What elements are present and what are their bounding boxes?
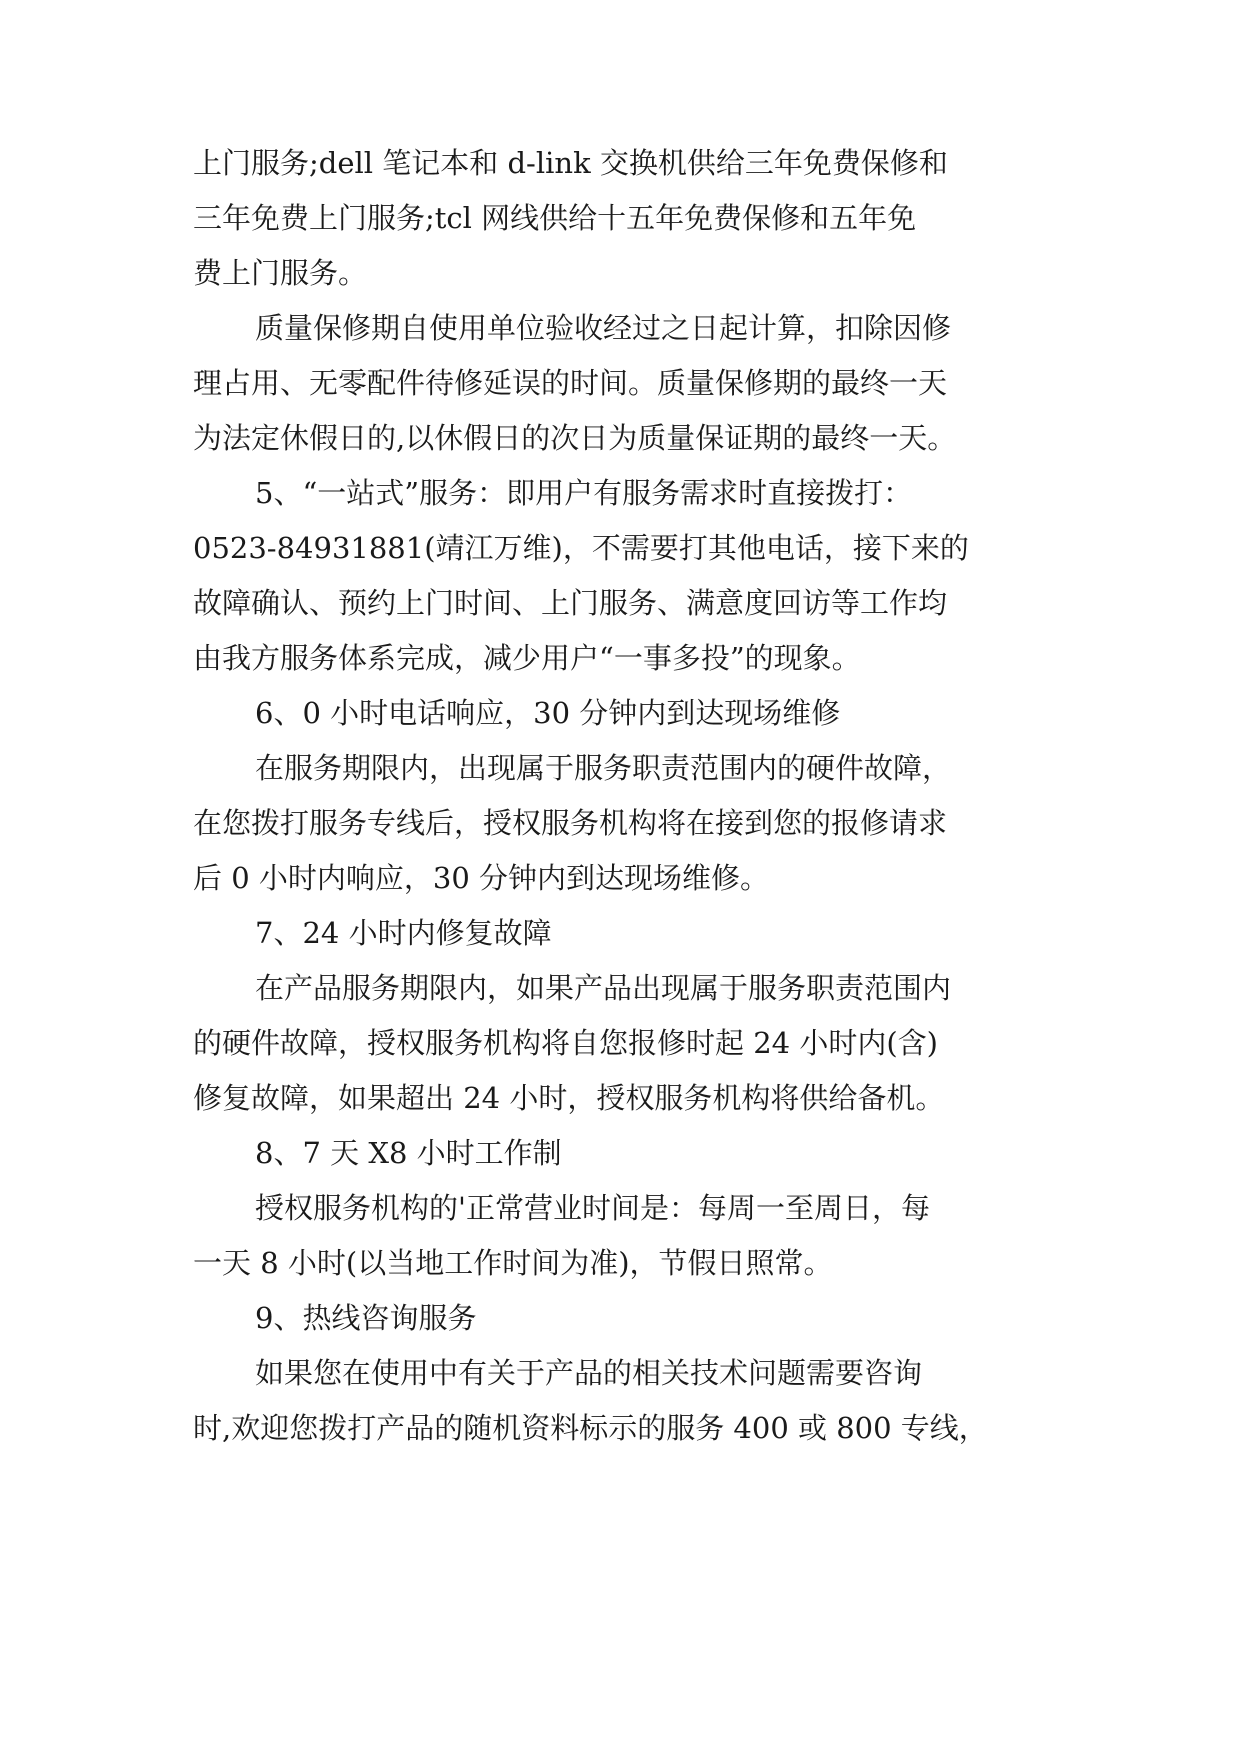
section-heading: 9、热线咨询服务 — [255, 1301, 477, 1335]
text-line: 费上门服务。 — [193, 256, 368, 290]
text-line: 修复故障，如果超出 24 小时，授权服务机构将供给备机。 — [193, 1081, 945, 1115]
text-line: 质量保修期自使用单位验收经过之日起计算，扣除因修 — [255, 311, 952, 345]
text-line: 理占用、无零配件待修延误的时间。质量保修期的最终一天 — [193, 366, 948, 400]
text-line: 一天 8 小时(以当地工作时间为准)，节假日照常。 — [193, 1246, 833, 1280]
text-line: 在产品服务期限内，如果产品出现属于服务职责范围内 — [255, 971, 952, 1005]
text-line: 在您拨打服务专线后，授权服务机构将在接到您的报修请求 — [193, 806, 948, 840]
text-line: 时,欢迎您拨打产品的随机资料标示的服务 400 或 800 专线， — [193, 1411, 988, 1445]
section-heading: 8、7 天 X8 小时工作制 — [255, 1136, 562, 1170]
text-line: 在服务期限内，出现属于服务职责范围内的硬件故障， — [255, 751, 952, 785]
text-line: 三年免费上门服务;tcl 网线供给十五年免费保修和五年免 — [193, 201, 917, 235]
section-heading: 6、0 小时电话响应，30 分钟内到达现场维修 — [255, 696, 841, 730]
text-line: 的硬件故障，授权服务机构将自您报修时起 24 小时内(含) — [193, 1026, 938, 1060]
text-line: 后 0 小时内响应，30 分钟内到达现场维修。 — [193, 861, 770, 895]
text-line: 为法定休假日的,以休假日的次日为质量保证期的最终一天。 — [193, 421, 957, 455]
text-line: 由我方服务体系完成，减少用户“一事多投”的现象。 — [193, 641, 861, 675]
section-heading: 5、“一站式”服务：即用户有服务需求时直接拨打： — [255, 476, 913, 510]
text-line: 上门服务;dell 笔记本和 d-link 交换机供给三年免费保修和 — [193, 146, 948, 180]
text-line: 故障确认、预约上门时间、上门服务、满意度回访等工作均 — [193, 586, 948, 620]
section-heading: 7、24 小时内修复故障 — [255, 916, 552, 950]
text-line: 如果您在使用中有关于产品的相关技术问题需要咨询 — [255, 1356, 923, 1390]
text-line: 0523-84931881(靖江万维)，不需要打其他电话，接下来的 — [193, 531, 969, 565]
text-line: 授权服务机构的'正常营业时间是：每周一至周日，每 — [255, 1191, 930, 1225]
